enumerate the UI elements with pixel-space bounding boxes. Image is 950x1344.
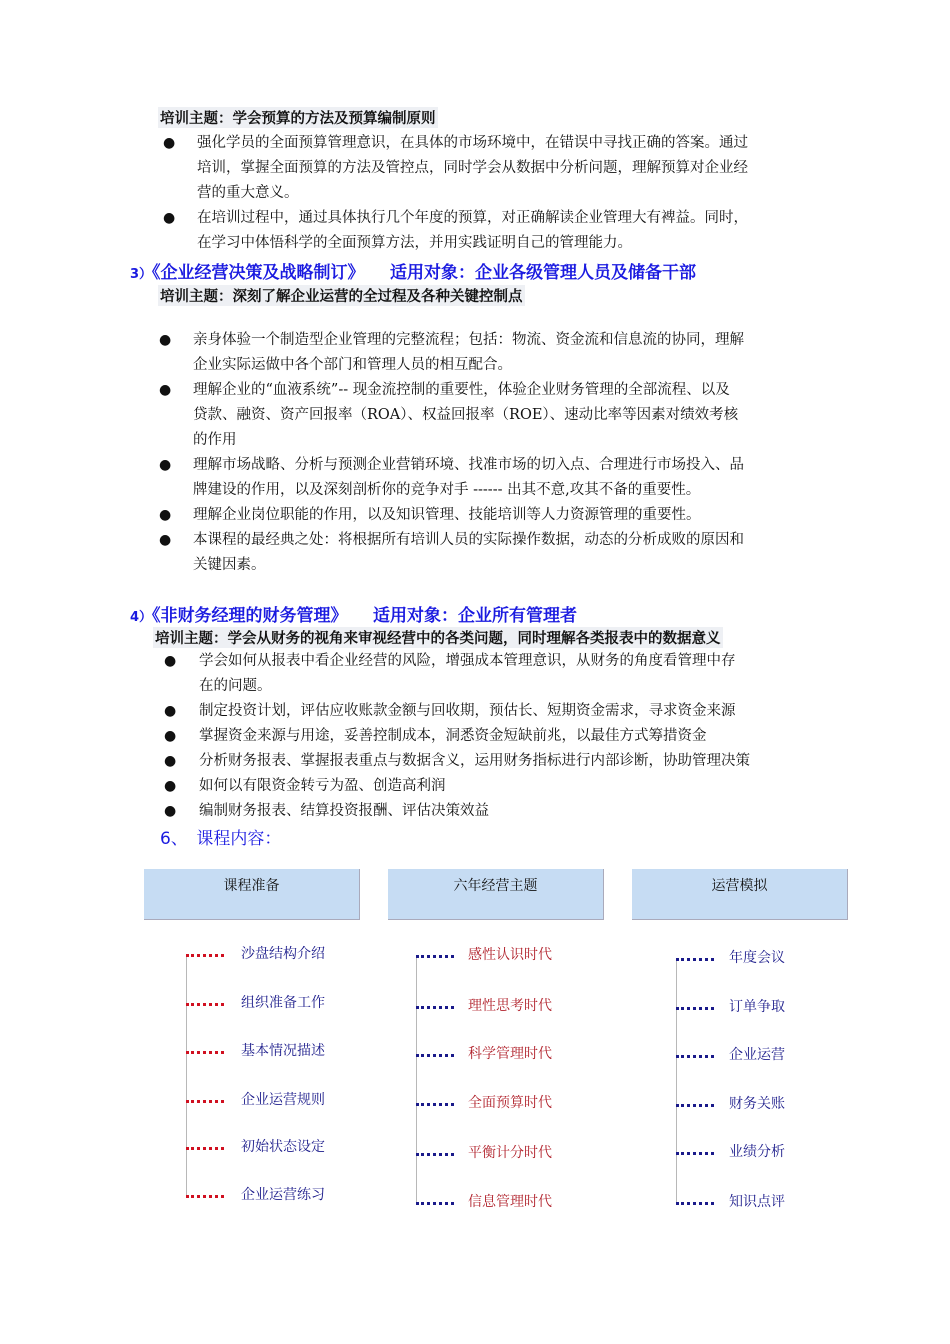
tree-connector: [186, 1003, 224, 1006]
diagram-item: 理性思考时代: [468, 998, 552, 1014]
bullet-text: 如何以有限资金转亏为盈、创造高利润: [199, 778, 446, 794]
tree-connector: [416, 1103, 454, 1106]
column-header-box: 课程准备: [144, 869, 360, 920]
diagram-item: 业绩分析: [729, 1144, 785, 1160]
bullet-text: 编制财务报表、结算投资报酬、评估决策效益: [199, 803, 489, 819]
section3-heading: [130, 258, 696, 283]
bullet-text: 分析财务报表、掌握报表重点与数据含义，运用财务指标进行内部诊断，协助管理决策: [199, 753, 750, 769]
tree-connector: [186, 1147, 224, 1150]
diagram-item: 年度会议: [729, 950, 785, 966]
tree-connector: [186, 1051, 224, 1054]
diagram-item: 科学管理时代: [468, 1046, 552, 1062]
bullet-text: 企业实际运做中各个部门和管理人员的相互配合。: [193, 357, 512, 373]
diagram-item: 感性认识时代: [468, 947, 552, 963]
section3-title: 《企业经营决策及战略制订》 适用对象：企业各级管理人员及储备干部: [152, 263, 697, 283]
bullet-text: 在的问题。: [199, 678, 272, 694]
bullet-text: 本课程的最经典之处：将根据所有培训人员的实际操作数据，动态的分析成败的原因和: [193, 532, 744, 548]
tree-connector: [676, 1007, 714, 1010]
tree-connector: [676, 1104, 714, 1107]
bullet-text: 制定投资计划，评估应收账款金额与回收期，预估长、短期资金需求，寻求资金来源: [199, 703, 736, 719]
diagram-item: 企业运营练习: [241, 1187, 325, 1203]
bullet-dot-icon: ●: [164, 753, 177, 769]
tree-connector: [676, 1152, 714, 1155]
bullet-text: 学会如何从报表中看企业经营的风险，增强成本管理意识，从财务的角度看管理中存: [199, 653, 736, 669]
tree-connector: [416, 1202, 454, 1205]
bullet-dot-icon: ●: [163, 210, 176, 226]
bullet-text: 亲身体验一个制造型企业管理的完整流程；包括：物流、资金流和信息流的协同，理解: [193, 332, 744, 348]
section4-title: 《非财务经理的财务管理》 适用对象：企业所有管理者: [152, 606, 578, 626]
diagram-item: 财务关账: [729, 1096, 785, 1112]
tree-connector: [416, 1153, 454, 1156]
diagram-item: 企业运营规则: [241, 1092, 325, 1108]
diagram-item: 信息管理时代: [468, 1194, 552, 1210]
diagram-item: 全面预算时代: [468, 1095, 552, 1111]
bullet-text: 理解市场战略、分析与预测企业营销环境、找准市场的切入点、合理进行市场投入、品: [193, 457, 744, 473]
diagram-item: 知识点评: [729, 1194, 785, 1210]
bullet-text: 掌握资金来源与用途，妥善控制成本，洞悉资金短缺前兆，以最佳方式筹措资金: [199, 728, 707, 744]
section4-topic: 培训主题：学会从财务的视角来审视经营中的各类问题，同时理解各类报表中的数据意义: [153, 627, 723, 648]
tree-connector: [186, 954, 224, 957]
tree-connector: [676, 1202, 714, 1205]
tree-vertical-line: [676, 958, 677, 1204]
bullet-dot-icon: ●: [159, 382, 172, 398]
diagram-item: 订单争取: [729, 999, 785, 1015]
bullet-text: 在学习中体悟科学的全面预算方法，并用实践证明自己的管理能力。: [197, 235, 632, 251]
diagram-item: 组织准备工作: [241, 995, 325, 1011]
bullet-text: 理解企业岗位职能的作用，以及知识管理、技能培训等人力资源管理的重要性。: [193, 507, 701, 523]
bullet-dot-icon: ●: [159, 532, 172, 548]
section3-number: 3）: [130, 267, 153, 282]
bullet-dot-icon: ●: [164, 728, 177, 744]
bullet-text: 培训，掌握全面预算的方法及管控点，同时学会从数据中分析问题，理解预算对企业经: [197, 160, 748, 176]
column-header-box: 六年经营主题: [388, 869, 604, 920]
diagram-item: 企业运营: [729, 1047, 785, 1063]
tree-connector: [186, 1100, 224, 1103]
section6-heading: 6、 课程内容：: [160, 829, 282, 849]
bullet-dot-icon: ●: [164, 703, 177, 719]
bullet-dot-icon: ●: [164, 803, 177, 819]
bullet-dot-icon: ●: [164, 653, 177, 669]
tree-connector: [186, 1195, 224, 1198]
bullet-dot-icon: ●: [163, 135, 176, 151]
tree-connector: [676, 958, 714, 961]
bullet-text: 的作用: [193, 432, 237, 448]
bullet-text: 关键因素。: [193, 557, 266, 573]
tree-connector: [416, 1006, 454, 1009]
bullet-dot-icon: ●: [159, 332, 172, 348]
diagram-item: 沙盘结构介绍: [241, 946, 325, 962]
diagram-item: 初始状态设定: [241, 1139, 325, 1155]
bullet-text: 理解企业的“血液系统”-- 现金流控制的重要性，体验企业财务管理的全部流程、以及: [193, 382, 730, 398]
tree-vertical-line: [186, 954, 187, 1197]
bullet-text: 牌建设的作用，以及深刻剖析你的竞争对手 ------ 出其不意,攻其不备的重要性。: [193, 482, 701, 498]
column-header-box: 运营模拟: [632, 869, 848, 920]
diagram-item: 基本情况描述: [241, 1043, 325, 1059]
bullet-dot-icon: ●: [164, 778, 177, 794]
bullet-text: 营的重大意义。: [197, 185, 299, 201]
tree-connector: [416, 955, 454, 958]
section4-heading: [130, 601, 577, 626]
section4-number: 4）: [130, 610, 153, 625]
bullet-dot-icon: ●: [159, 457, 172, 473]
tree-vertical-line: [416, 955, 417, 1204]
bullet-text: 贷款、融资、资产回报率（ROA）、权益回报率（ROE）、速动比率等因素对绩效考核: [193, 407, 739, 423]
tree-connector: [416, 1054, 454, 1057]
diagram-item: 平衡计分时代: [468, 1145, 552, 1161]
tree-connector: [676, 1055, 714, 1058]
bullet-text: 在培训过程中，通过具体执行几个年度的预算，对正确解读企业管理大有裨益。同时，: [197, 210, 748, 226]
section3-topic: 培训主题：深刻了解企业运营的全过程及各种关键控制点: [158, 285, 525, 306]
bullet-dot-icon: ●: [159, 507, 172, 523]
section2-topic: 培训主题：学会预算的方法及预算编制原则: [158, 107, 438, 128]
bullet-text: 强化学员的全面预算管理意识，在具体的市场环境中，在错误中寻找正确的答案。通过: [197, 135, 748, 151]
